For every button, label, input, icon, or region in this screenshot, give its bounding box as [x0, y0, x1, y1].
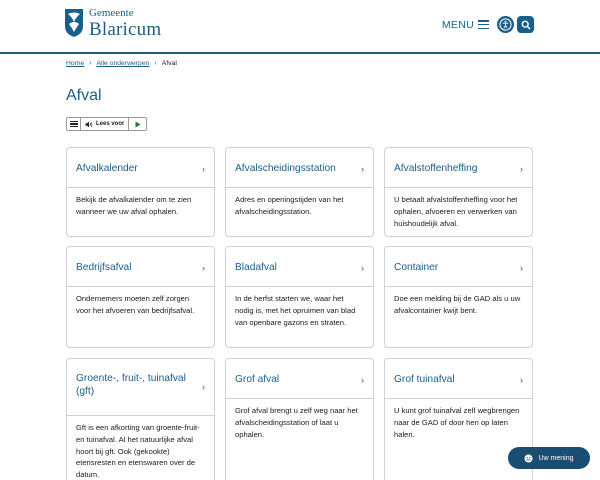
card-description: Gft is een afkorting van groente-fruit- en tuinafval. Al het natuurlijke afval hoort bij gft. Ook (gekookte) etensresten en etenswaren over de datum.	[76, 423, 200, 480]
card-description: Bekijk de afvalkalender om te zien wanneer we uw afval ophalen.	[76, 195, 192, 216]
blaricum-shield-icon	[64, 8, 84, 38]
breadcrumb-all-topics-link[interactable]: Alle onderwerpen	[96, 60, 150, 67]
card-title[interactable]: Bedrijfsafval	[76, 262, 132, 273]
card-title[interactable]: Grof tuinafval	[394, 374, 455, 385]
card-title[interactable]: Afvalscheidingsstation	[235, 163, 336, 174]
smiley-icon	[524, 454, 533, 463]
search-icon	[521, 20, 531, 30]
card-afvalscheidingsstation[interactable]	[225, 147, 374, 237]
feedback-label: Uw mening	[538, 454, 574, 462]
chevron-right-icon: ›	[361, 375, 364, 385]
accessibility-icon	[499, 18, 512, 31]
chevron-right-icon: ›	[361, 164, 364, 174]
read-aloud-label: Lees voor	[96, 121, 125, 127]
chevron-right-icon: ›	[89, 60, 92, 67]
card-description: In de herfst starten we, waar het nodig is, met het opruimen van blad van openbare gazons en straten.	[235, 294, 356, 327]
chevron-right-icon: ›	[520, 164, 523, 174]
header-actions	[442, 16, 534, 33]
card-description: Ondernemers moeten zelf zorgen voor het afvoeren van bedrijfsafval.	[76, 294, 195, 315]
card-afvalstoffenheffing[interactable]	[384, 147, 533, 237]
card-title[interactable]: Afvalkalender	[76, 163, 138, 174]
card-description: Grof afval brengt u zelf weg naar het afvalscheidingsstation of laat u ophalen.	[235, 406, 358, 439]
card-title[interactable]: Bladafval	[235, 262, 277, 273]
card-bladafval[interactable]	[225, 246, 374, 348]
card-description: U betaalt afvalstoffenheffing voor het ophalen, afvoeren en verwerken van huishoudelijk afval.	[394, 195, 518, 228]
hamburger-icon[interactable]	[478, 20, 489, 29]
page-title: Afval	[66, 87, 102, 104]
breadcrumb-current: Afval	[161, 60, 177, 67]
feedback-button[interactable]	[508, 447, 590, 469]
site-header	[0, 0, 600, 54]
readspeaker-menu-icon[interactable]	[67, 118, 81, 130]
breadcrumb	[66, 60, 177, 67]
chevron-right-icon: ›	[520, 375, 523, 385]
municipality-logo[interactable]	[64, 8, 161, 40]
chevron-right-icon: ›	[361, 263, 364, 273]
speaker-icon	[85, 121, 93, 128]
chevron-right-icon: ›	[202, 263, 205, 273]
card-gft[interactable]	[66, 358, 215, 480]
play-icon	[135, 121, 141, 128]
card-title[interactable]: Container	[394, 262, 439, 273]
card-bedrijfsafval[interactable]	[66, 246, 215, 348]
chevron-right-icon: ›	[202, 164, 205, 174]
chevron-right-icon: ›	[154, 60, 157, 67]
chevron-right-icon: ›	[520, 263, 523, 273]
card-afvalkalender[interactable]	[66, 147, 215, 237]
card-description: Doe een melding bij de GAD als u uw afvalcontainer kwijt bent.	[394, 294, 521, 315]
read-aloud-button[interactable]	[81, 118, 129, 130]
card-title[interactable]: Grof afval	[235, 374, 280, 385]
play-button[interactable]	[129, 118, 146, 130]
card-grof-afval[interactable]	[225, 358, 374, 480]
readspeaker-widget	[66, 117, 147, 131]
logo-gemeente-text: Gemeente	[89, 7, 134, 19]
card-description: Adres en openingstijden van het afvalscheidingsstation.	[235, 195, 344, 216]
card-container[interactable]	[384, 246, 533, 348]
breadcrumb-home-link[interactable]: Home	[66, 60, 85, 67]
accessibility-button[interactable]	[497, 16, 514, 33]
logo-blaricum-text: Blaricum	[89, 19, 162, 40]
search-button[interactable]	[517, 16, 534, 33]
card-title[interactable]: Afvalstoffenheffing	[394, 163, 478, 174]
menu-button-label[interactable]: MENU	[441, 18, 474, 31]
card-title[interactable]: Groente-, fruit-, tuinafval (gft)	[76, 373, 186, 397]
card-description: U kunt grof tuinafval zelf wegbrengen naar de GAD of door hen op laten halen.	[394, 406, 520, 439]
chevron-right-icon: ›	[202, 382, 205, 392]
